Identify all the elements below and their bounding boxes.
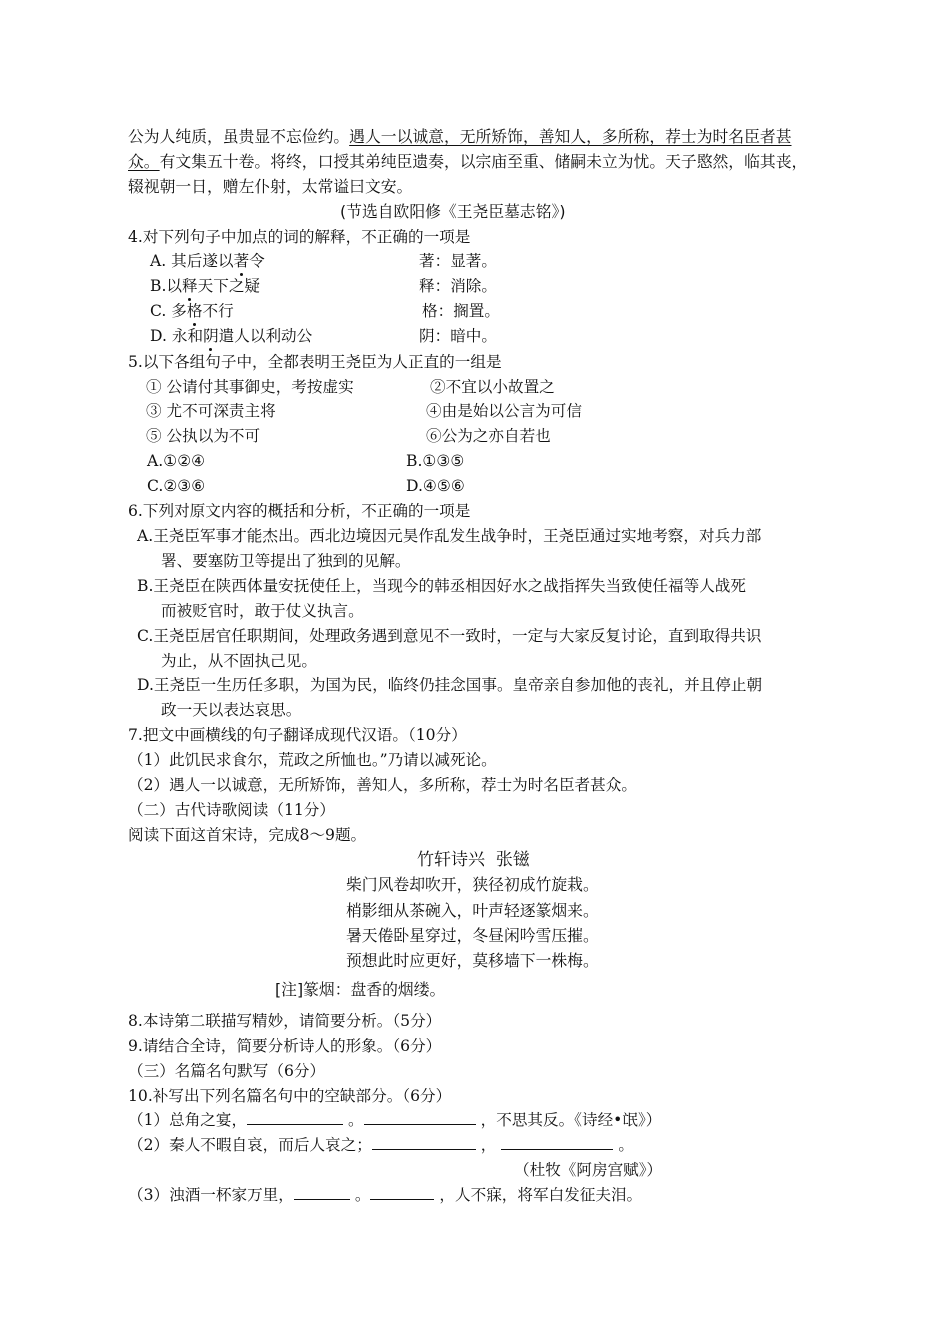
option-text: D. 永和 [150, 327, 204, 345]
q10-stem: 10.补写出下列名篇名句中的空缺部分。（6分） [128, 1087, 452, 1105]
poem-title: 竹轩诗兴 [417, 850, 485, 870]
q9-stem: 9.请结合全诗，简要分析诗人的形象。（6分） [128, 1037, 442, 1055]
q8-stem: 8.本诗第二联描写精妙，请简要分析。（5分） [128, 1012, 442, 1030]
q5-sentence-5: ⑤ 公执以为不可 [146, 427, 261, 445]
q5-sentence-3: ③ 尤不可深责主将 [146, 402, 276, 420]
item-text: 。 [354, 1186, 371, 1204]
q5-option-b: B.①③⑤ [406, 452, 465, 470]
passage-line-2 [128, 151, 807, 173]
dotted-word: 格 [186, 302, 203, 320]
dotted-word: 著 [233, 252, 250, 270]
answer-blank[interactable] [294, 1184, 350, 1200]
dotted-word: 阴 [203, 327, 219, 345]
q6-option-b-line1: B.王尧臣在陕西体量安抚使任上，当现今的韩丞相因好水之战指挥失当致使任福等人战死 [137, 577, 746, 595]
q7-stem: 7.把文中画横线的句子翻译成现代汉语。（10分） [128, 726, 467, 744]
option-text: 天下之疑 [197, 277, 261, 295]
q5-option-c: C.②③⑥ [147, 477, 206, 495]
q4-gloss-b: 释：消除。 [419, 277, 497, 295]
poem-line-1: 柴门风卷却吹开，狭径初成竹旋栽。 [346, 875, 599, 894]
q6-option-d-line1: D.王尧臣一生历任多职，为国为民，临终仍挂念国事。皇帝亲自参加他的丧礼，并且停止朝 [137, 676, 763, 694]
option-text: 遣人以利动公 [218, 327, 313, 345]
option-text: 不行 [202, 302, 234, 320]
q6-option-c-line2: 为止，从不固执己见。 [161, 652, 317, 670]
item-text: （1）总角之宴， [128, 1111, 248, 1129]
poem-line-2: 梢影细从茶碗入，叶声轻逐篆烟来。 [346, 901, 599, 920]
q4-gloss-a: 著：显著。 [419, 252, 497, 270]
q5-sentence-2: ②不宜以小故置之 [430, 378, 555, 396]
passage-text: 公为人纯质，虽贵显不忘俭约。 [128, 127, 350, 146]
q6-stem: 6.下列对原文内容的概括和分析，不正确的一项是 [128, 502, 471, 520]
underlined-sentence: 遇人一以诚意，无所矫饰，善知人，多所称，荐士为时名臣者甚 [349, 127, 792, 146]
q4-stem: 4.对下列句子中加点的词的解释，不正确的一项是 [128, 228, 471, 246]
q5-sentence-1: ① 公请付其事御史，考按虚实 [146, 378, 354, 396]
option-text: A. 其后遂以 [150, 252, 234, 270]
q6-option-a-line2: 署、要塞防卫等提出了独到的见解。 [161, 552, 411, 570]
answer-blank[interactable] [247, 1109, 343, 1125]
q4-option-b [150, 275, 260, 297]
item-text: （3）浊酒一杯家万里， [128, 1186, 294, 1204]
answer-blank[interactable] [501, 1134, 613, 1150]
poem-line-4: 预想此时应更好，莫移墙下一株梅。 [346, 951, 599, 970]
q5-option-a: A.①②④ [147, 452, 206, 470]
q6-option-b-line2: 而被贬官时，敢于仗义执言。 [161, 602, 364, 620]
underlined-sentence-end: 众。 [128, 152, 160, 171]
answer-blank[interactable] [364, 1109, 476, 1125]
q10-item-3 [128, 1184, 642, 1206]
item-text: ，不思其反。《诗经•氓》） [480, 1111, 662, 1129]
poem-author: 张镃 [495, 850, 530, 870]
poem-note: [注]篆烟：盘香的烟缕。 [275, 980, 446, 999]
item-text: 。 [618, 1136, 634, 1154]
q5-stem: 5.以下各组句子中，全都表明王尧臣为人正直的一组是 [128, 353, 502, 371]
q4-option-d [150, 325, 312, 347]
item-text: （2）秦人不暇自哀，而后人哀之； [128, 1136, 372, 1154]
poem-line-3: 暑天倦卧星穿过，冬昼闲吟雪压摧。 [346, 926, 599, 945]
item-text: ， [480, 1136, 497, 1154]
option-text: B.以 [150, 277, 183, 295]
section-2-intro: 阅读下面这首宋诗，完成8～9题。 [128, 826, 367, 844]
poem-title-line [417, 849, 530, 871]
dotted-word: 释 [182, 277, 198, 295]
q7-sentence-1: （1）此饥民求食尔，荒政之所恤也。”乃请以减死论。 [128, 751, 497, 769]
item-text: 。 [348, 1111, 364, 1129]
answer-blank[interactable] [372, 1134, 476, 1150]
answer-blank[interactable] [370, 1184, 434, 1200]
q7-sentence-2: （2）遇人一以诚意，无所矫饰，善知人，多所称，荐士为时名臣者甚众。 [128, 776, 637, 794]
passage-text: 有文集五十卷。将终，口授其弟纯臣遗奏，以宗庙至重、储嗣未立为忧。天子愍然，临其丧， [159, 152, 808, 171]
q5-sentence-6: ⑥公为之亦自若也 [426, 427, 551, 445]
q10-item-2-source: （杜牧《阿房宫赋》） [514, 1161, 663, 1179]
item-text: ，人不寐，将军白发征夫泪。 [439, 1186, 643, 1204]
passage-line-3: 辍视朝一日，赠左仆射，太常谥曰文安。 [128, 177, 413, 196]
option-text: C. 多 [150, 302, 187, 320]
passage-line-1 [128, 126, 792, 148]
q6-option-d-line2: 政一天以表达哀思。 [161, 701, 302, 719]
q10-item-1 [128, 1109, 661, 1131]
q5-option-d: D.④⑤⑥ [406, 477, 465, 495]
q4-option-c [150, 300, 234, 322]
q10-item-2 [128, 1134, 634, 1156]
q6-option-c-line1: C.王尧臣居官任职期间，处理政务遇到意见不一致时，一定与大家反复讨论，直到取得共识 [137, 627, 762, 645]
q4-gloss-c: 格：搁置。 [422, 302, 500, 320]
option-text: 令 [249, 252, 265, 270]
q6-option-a-line1: A.王尧臣军事才能杰出。西北边境因元昊作乱发生战争时，王尧臣通过实地考察，对兵力部 [137, 527, 762, 545]
q5-sentence-4: ④由是始以公言为可信 [426, 402, 582, 420]
section-3-heading: （三）名篇名句默写（6分） [128, 1062, 326, 1080]
passage-source: (节选自欧阳修《王尧臣墓志铭》) [340, 202, 566, 221]
q4-option-a [150, 250, 265, 272]
section-2-heading: （二）古代诗歌阅读（11分） [128, 801, 335, 819]
q4-gloss-d: 阴：暗中。 [419, 327, 497, 345]
